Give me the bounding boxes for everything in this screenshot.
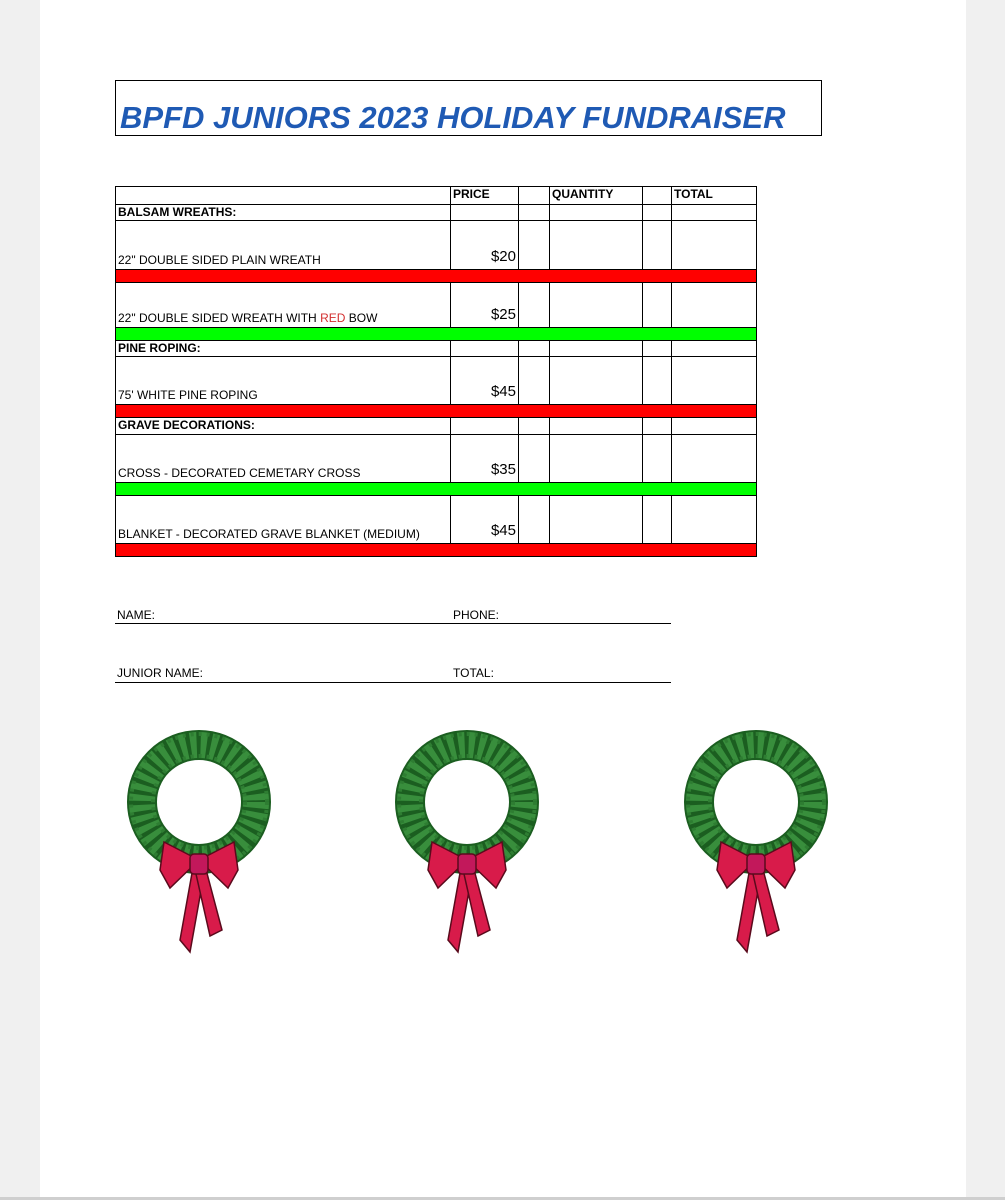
category-row [116, 205, 757, 221]
band-green [116, 483, 757, 496]
item-row [116, 435, 757, 483]
title-box [115, 80, 822, 136]
order-table [115, 186, 757, 557]
item-row [116, 283, 757, 328]
color-band [116, 483, 757, 496]
wreath-icon [124, 730, 274, 960]
quantity-cell[interactable] [550, 435, 643, 483]
phone-label: PHONE: [453, 608, 500, 622]
band-red [116, 270, 757, 283]
page-title: BPFD JUNIORS 2023 HOLIDAY FUNDRAISER [120, 100, 786, 135]
item-price: $45 [451, 357, 519, 405]
category-balsam-wreaths: BALSAM WREATHS: [116, 205, 451, 221]
total-cell[interactable] [672, 221, 757, 270]
total-cell[interactable] [672, 435, 757, 483]
band-red [116, 544, 757, 557]
total-cell[interactable] [672, 283, 757, 328]
wreath-icon [681, 730, 831, 960]
item-row [116, 357, 757, 405]
item-price: $20 [451, 221, 519, 270]
band-green [116, 328, 757, 341]
category-grave-decorations: GRAVE DECORATIONS: [116, 418, 451, 435]
item-row [116, 221, 757, 270]
quantity-cell[interactable] [550, 496, 643, 544]
band-red [116, 405, 757, 418]
item-row [116, 496, 757, 544]
quantity-header: QUANTITY [550, 187, 643, 205]
total-cell[interactable] [672, 496, 757, 544]
junior-name-label: JUNIOR NAME: [117, 666, 204, 680]
item-price: $45 [451, 496, 519, 544]
item-label: CROSS - DECORATED CEMETARY CROSS [116, 435, 451, 483]
name-field[interactable] [115, 623, 450, 624]
total-cell[interactable] [672, 357, 757, 405]
price-header: PRICE [451, 187, 519, 205]
color-band [116, 270, 757, 283]
name-label: NAME: [117, 608, 156, 622]
phone-field[interactable] [450, 623, 671, 624]
item-price: $25 [451, 283, 519, 328]
category-pine-roping: PINE ROPING: [116, 341, 451, 357]
total-header: TOTAL [672, 187, 757, 205]
quantity-cell[interactable] [550, 357, 643, 405]
item-label: BLANKET - DECORATED GRAVE BLANKET (MEDIUM) [116, 496, 451, 544]
item-label: 22" DOUBLE SIDED PLAIN WREATH [116, 221, 451, 270]
item-label: 22" DOUBLE SIDED WREATH WITH RED BOW [116, 283, 451, 328]
quantity-cell[interactable] [550, 283, 643, 328]
header-row [116, 187, 757, 205]
color-band [116, 328, 757, 341]
color-band [116, 405, 757, 418]
total-label: TOTAL: [453, 666, 494, 680]
order-form-page [40, 0, 966, 1198]
category-row [116, 418, 757, 435]
item-price: $35 [451, 435, 519, 483]
wreath-icon [392, 730, 542, 960]
junior-name-field[interactable] [115, 682, 450, 683]
category-row [116, 341, 757, 357]
item-label: 75' WHITE PINE ROPING [116, 357, 451, 405]
quantity-cell[interactable] [550, 221, 643, 270]
color-band [116, 544, 757, 557]
total-field[interactable] [450, 682, 671, 683]
